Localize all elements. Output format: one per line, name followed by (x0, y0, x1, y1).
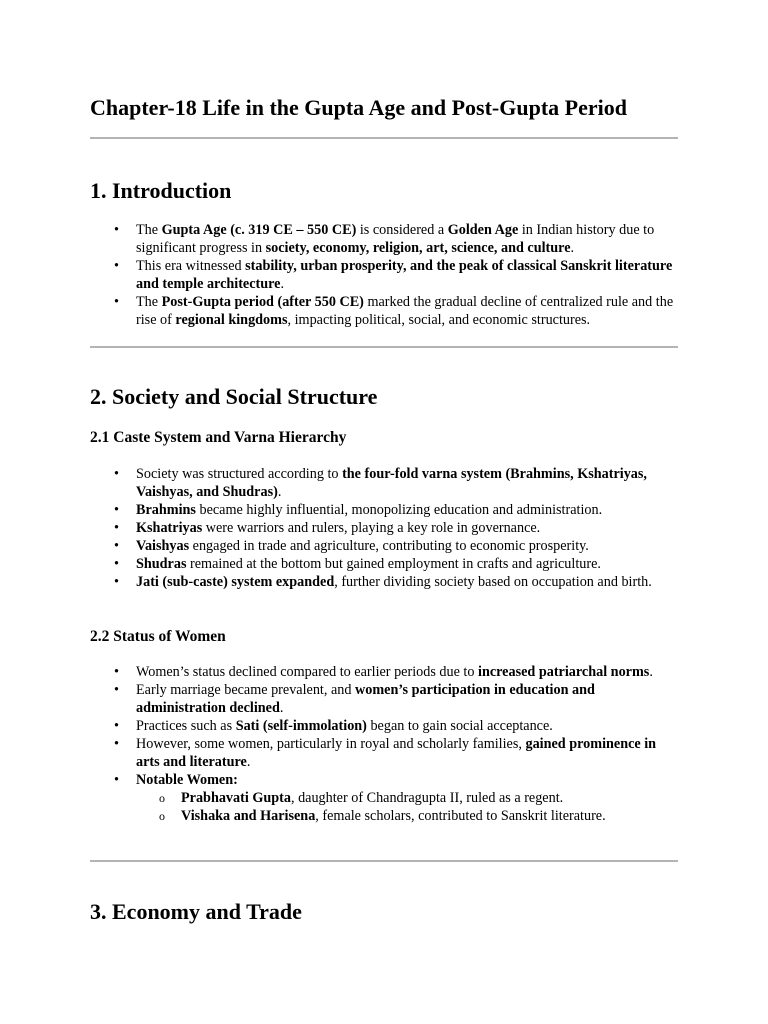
text-run: engaged in trade and agriculture, contributing to economic prosperity. (189, 538, 589, 554)
text-run: However, some women, particularly in royal and scholarly families, (136, 736, 526, 752)
text-run: began to gain social acceptance. (366, 718, 553, 734)
bold-text: Vaishyas (136, 538, 190, 554)
text-run: , daughter of Chandragupta II, ruled as a regent. (290, 790, 564, 806)
list-item (136, 537, 678, 555)
bold-text: Kshatriyas (136, 520, 203, 536)
list-item (136, 717, 678, 735)
text-run: , further dividing society based on occupation and birth. (334, 574, 652, 590)
bold-text: Post-Gupta period (after 550 CE) (161, 294, 364, 310)
caste-list (90, 465, 678, 591)
bold-text: increased patriarchal norms (478, 664, 650, 680)
bold-text: Shudras (136, 556, 187, 572)
list-item (181, 789, 678, 807)
text-run: . (277, 484, 282, 500)
bold-text: Sati (self-immolation) (235, 718, 367, 734)
text-run: marked the gradual decline of centralized rule and the rise of (136, 294, 674, 328)
bold-text: Golden Age (447, 222, 519, 238)
list-item (136, 681, 678, 717)
list-item (136, 555, 678, 573)
text-run: in Indian history due to significant progress in (136, 222, 655, 256)
section-heading-introduction: 1. Introduction (90, 178, 232, 203)
bold-text: Prabhavati Gupta (181, 790, 291, 806)
list-item (136, 663, 678, 681)
bold-text: stability, urban prosperity, and the peak of classical Sanskrit literature and temple architecture (136, 258, 673, 292)
bold-text: gained prominence in arts and literature (136, 736, 657, 770)
text-run: , impacting political, social, and economic structures. (287, 312, 591, 328)
text-run: The (136, 294, 162, 310)
text-run: remained at the bottom but gained employment in crafts and agriculture. (186, 556, 601, 572)
list-item (136, 257, 678, 293)
bold-text: Vishaka and Harisena (181, 808, 316, 824)
list-item (136, 771, 678, 825)
text-run: is considered a (356, 222, 448, 238)
text-run: , female scholars, contributed to Sanskrit literature. (315, 808, 606, 824)
text-run: Women’s status declined compared to earlier periods due to (136, 664, 479, 680)
text-run: were warriors and rulers, playing a key role in governance. (202, 520, 541, 536)
notable-women-list (136, 789, 678, 825)
text-run: . (279, 700, 284, 716)
bold-text: Brahmins (136, 502, 196, 518)
section-heading-economy: 3. Economy and Trade (90, 899, 302, 924)
bold-text: the four-fold varna system (Brahmins, Kshatriyas, Vaishyas, and Shudras) (136, 466, 647, 500)
text-run: became highly influential, monopolizing education and administration. (195, 502, 603, 518)
subsection-heading-women: 2.2 Status of Women (90, 628, 226, 645)
text-run: . (649, 664, 653, 680)
text-run: This era witnessed (136, 258, 246, 274)
list-item (136, 221, 678, 257)
list-item (136, 735, 678, 771)
list-item (136, 573, 678, 591)
list-item (181, 807, 678, 825)
bold-text: Jati (sub-caste) system expanded (136, 574, 335, 590)
text-run: Practices such as (136, 718, 236, 734)
list-item (136, 465, 678, 501)
text-run: . (280, 276, 285, 292)
section-heading-society: 2. Society and Social Structure (90, 384, 378, 409)
bold-text: women’s participation in education and administration declined (136, 682, 595, 716)
text-run: Society was structured according to (136, 466, 343, 482)
text-run: . (246, 754, 251, 770)
chapter-title: Chapter-18 Life in the Gupta Age and Post-Gupta Period (90, 95, 627, 120)
women-list (90, 663, 678, 825)
text-run: The (136, 222, 162, 238)
notable-women-label: Notable Women: (136, 772, 238, 788)
divider (90, 137, 678, 139)
list-item (136, 293, 678, 329)
list-item (136, 501, 678, 519)
text-run: . (570, 240, 575, 256)
divider (90, 346, 678, 348)
bold-text: society, economy, religion, art, science, and culture (265, 240, 571, 256)
divider (90, 860, 678, 862)
list-item (136, 519, 678, 537)
bold-text: Gupta Age (c. 319 CE – 550 CE) (161, 222, 357, 238)
subsection-heading-caste: 2.1 Caste System and Varna Hierarchy (90, 429, 347, 446)
introduction-list (90, 221, 678, 329)
text-run: Early marriage became prevalent, and (136, 682, 355, 698)
bold-text: regional kingdoms (175, 312, 288, 328)
